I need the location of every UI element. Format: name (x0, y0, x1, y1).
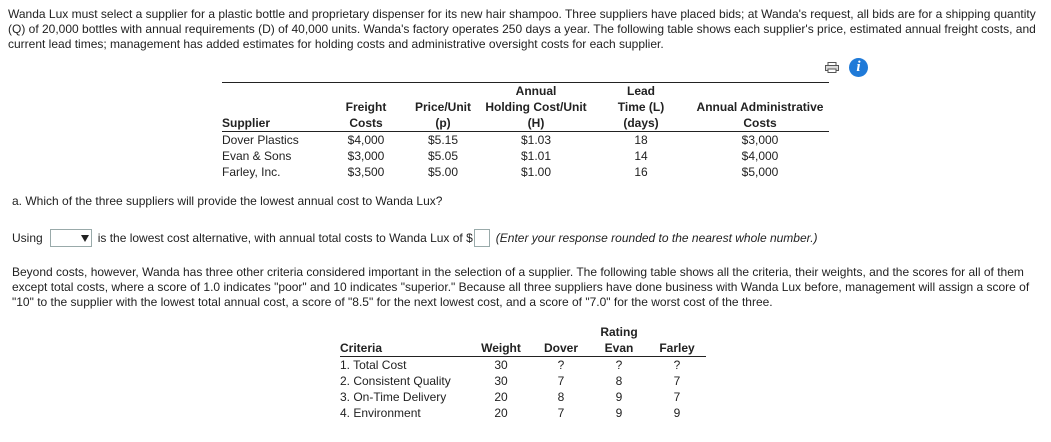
col-price: Price/Unit (p) (405, 83, 481, 132)
col-freight: Freight Costs (327, 83, 405, 132)
supplier-select[interactable] (50, 229, 92, 247)
col-criteria: Criteria (340, 340, 470, 357)
table-row: 4. Environment 20 7 9 9 (340, 406, 681, 420)
col-holding: Annual Holding Cost/Unit (H) (481, 83, 591, 132)
answer-hint: (Enter your response rounded to the nearest whole number.) (495, 231, 818, 245)
toolbar-icons (825, 58, 868, 77)
table-row: Evan & Sons $3,000 $5.05 $1.01 14 $4,000 (222, 149, 779, 163)
info-icon[interactable]: i (849, 58, 868, 77)
table-row: Farley, Inc. $3,500 $5.00 $1.00 16 $5,000 (222, 165, 779, 179)
question-a: a. Which of the three suppliers will provide the lowest annual cost to Wanda Lux? (12, 194, 443, 208)
table-row: Dover Plastics $4,000 $5.15 $1.03 18 $3,000 (222, 133, 779, 147)
col-weight: Weight (470, 340, 532, 357)
criteria-table (340, 324, 706, 421)
supplier-table (222, 82, 829, 180)
table-row: 2. Consistent Quality 30 7 8 7 (340, 374, 681, 388)
criteria-intro: Beyond costs, however, Wanda has three other criteria considered important in the selection of a supplier. The following table shows all the criteria, their weights, and the scores for all of them except total costs, where a score of 1.0 indicates "poor" and 10 indicates "superior." Because all three suppliers have done business with Wanda Lux before, management will assign a score of "10" to the supplier with the lowest total annual cost, a score of "8.5" for the next lowest cost, and a score of "7.0" for the worst cost of the three. (12, 265, 1030, 309)
answer-row (12, 229, 818, 247)
col-dover: Dover (532, 340, 590, 357)
dropdown-arrow-icon (81, 235, 89, 242)
print-icon[interactable] (825, 62, 839, 73)
col-admin: Annual Administrative Costs (691, 83, 829, 132)
total-cost-input[interactable] (474, 229, 490, 247)
answer-mid-text: is the lowest cost alternative, with annual total costs to Wanda Lux of $ (97, 231, 473, 245)
table-row: 1. Total Cost 30 ? ? ? (340, 358, 681, 372)
col-evan: Evan (590, 340, 648, 357)
col-supplier: Supplier (222, 83, 327, 132)
col-rating: Rating (600, 325, 638, 339)
col-lead: Lead Time (L) (days) (591, 83, 691, 132)
col-farley: Farley (648, 340, 706, 357)
table-row: 3. On-Time Delivery 20 8 9 7 (340, 390, 681, 404)
using-label: Using (12, 231, 43, 245)
problem-intro: Wanda Lux must select a supplier for a plastic bottle and proprietary dispenser for its new hair shampoo. Three suppliers have placed bids; at Wanda's request, all bids are for a shipping quantity (Q) of 20,000 bottles with annual requirements (D) of 40,000 units. Wanda's factory operates 250 days a year. The following table shows each supplier's price, estimated annual freight costs, and current lead times; management has added estimates for holding costs and administrative oversight costs for each supplier. (8, 7, 1036, 51)
